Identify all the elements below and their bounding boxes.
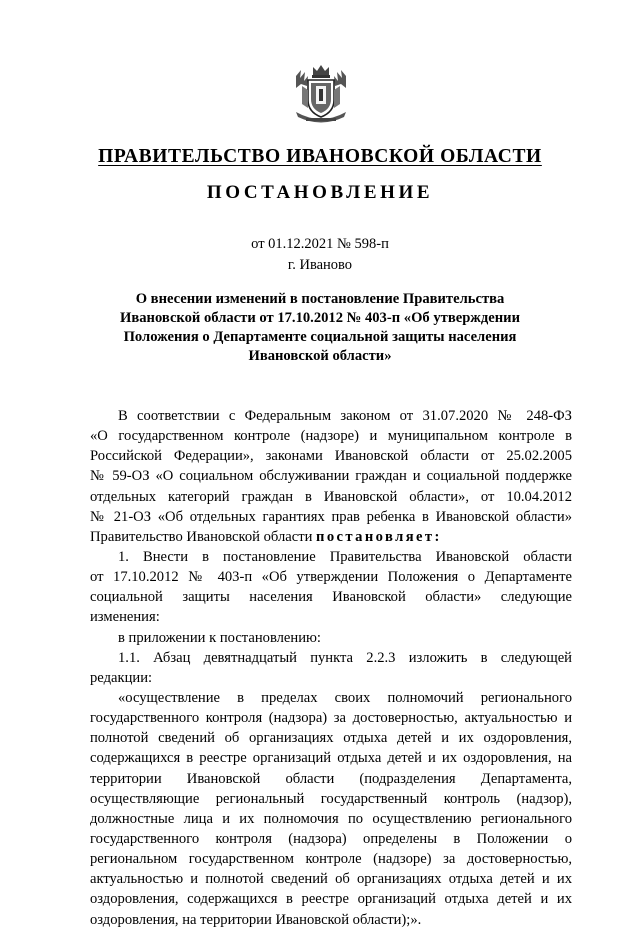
body-line: № 21-ОЗ «Об отдельных гарантиях прав ребенка в Ивановской области» <box>90 508 572 525</box>
quote-line: должностные лица и их полномочия по осуществлению регионального <box>90 810 572 827</box>
ivanovo-coat-of-arms-icon <box>292 62 350 128</box>
quote-line: оздоровления, на территории Ивановской области);». <box>90 911 422 928</box>
date-number: от 01.12.2021 № 598-п <box>251 236 389 252</box>
resolves-colon: : <box>434 528 440 545</box>
body-line: «О государственном контроле (надзоре) и муниципальном контроле в <box>90 428 572 445</box>
document-body <box>90 406 572 930</box>
body-line: от 17.10.2012 № 403-п «Об утверждении Положения о Департаменте <box>90 569 572 586</box>
city: г. Иваново <box>287 257 353 273</box>
body-line: редакции: <box>90 669 153 686</box>
quote-line: полнотой сведений об организациях отдыха детей и их оздоровления, <box>90 730 572 747</box>
document-type: ПОСТАНОВЛЕНИЕ <box>206 182 434 203</box>
subject-heading <box>90 290 550 366</box>
quote-line: «осуществление в пределах своих полномочий регионального <box>118 689 572 706</box>
body-line: отдельных категорий граждан в Ивановской области», от 10.04.2012 <box>90 488 572 505</box>
quote-line: оздоровления, содержащихся в реестре организаций отдыха детей и их <box>90 891 572 908</box>
body-line: Российской Федерации», законами Ивановской области от 25.02.2005 <box>90 448 572 465</box>
body-line: изменения: <box>90 609 160 626</box>
resolves-prefix: Правительство Ивановской области <box>90 528 313 545</box>
resolves-line <box>90 527 572 547</box>
government-title: ПРАВИТЕЛЬСТВО ИВАНОВСКОЙ ОБЛАСТИ <box>98 146 542 167</box>
subject-line: Ивановской области от 17.10.2012 № 403-п «Об утверждении <box>120 310 520 326</box>
quote-line: осуществляющие региональный государственный контроль (надзор), <box>90 790 572 807</box>
quote-line: актуальностью и полнотой сведений об организациях отдыха детей и их <box>90 871 572 888</box>
resolves-word: постановляет <box>316 528 435 545</box>
body-line: В соответствии с Федеральным законом от 31.07.2020 № 248-ФЗ <box>118 408 572 424</box>
quote-line: содержащихся в реестре организаций отдыха детей и их оздоровления, на <box>90 750 572 767</box>
quote-line: государственного контроля (надзора) за достоверностью, актуальностью и <box>90 710 572 727</box>
subject-line: О внесении изменений в постановление Правительства <box>135 291 505 307</box>
quote-line: территории Ивановской области (подразделения Департамента, <box>90 770 572 787</box>
subject-line: Положения о Департаменте социальной защиты населения <box>123 329 517 345</box>
subject-line: Ивановской области» <box>248 348 392 364</box>
body-line: 1.1. Абзац девятнадцатый пункта 2.2.3 изложить в следующей <box>118 649 572 666</box>
body-line: социальной защиты населения Ивановской области» следующие <box>90 589 572 606</box>
body-line: № 59-ОЗ «О социальном обслуживании граждан и социальной поддержке <box>90 468 572 485</box>
body-line: в приложении к постановлению: <box>118 629 321 646</box>
quote-line: региональном государственном контроле (надзоре) за достоверностью, <box>90 851 572 868</box>
body-line: 1. Внести в постановление Правительства Ивановской области <box>118 548 572 565</box>
quote-line: государственного контроля (надзора) определены в Положении о <box>90 830 572 847</box>
